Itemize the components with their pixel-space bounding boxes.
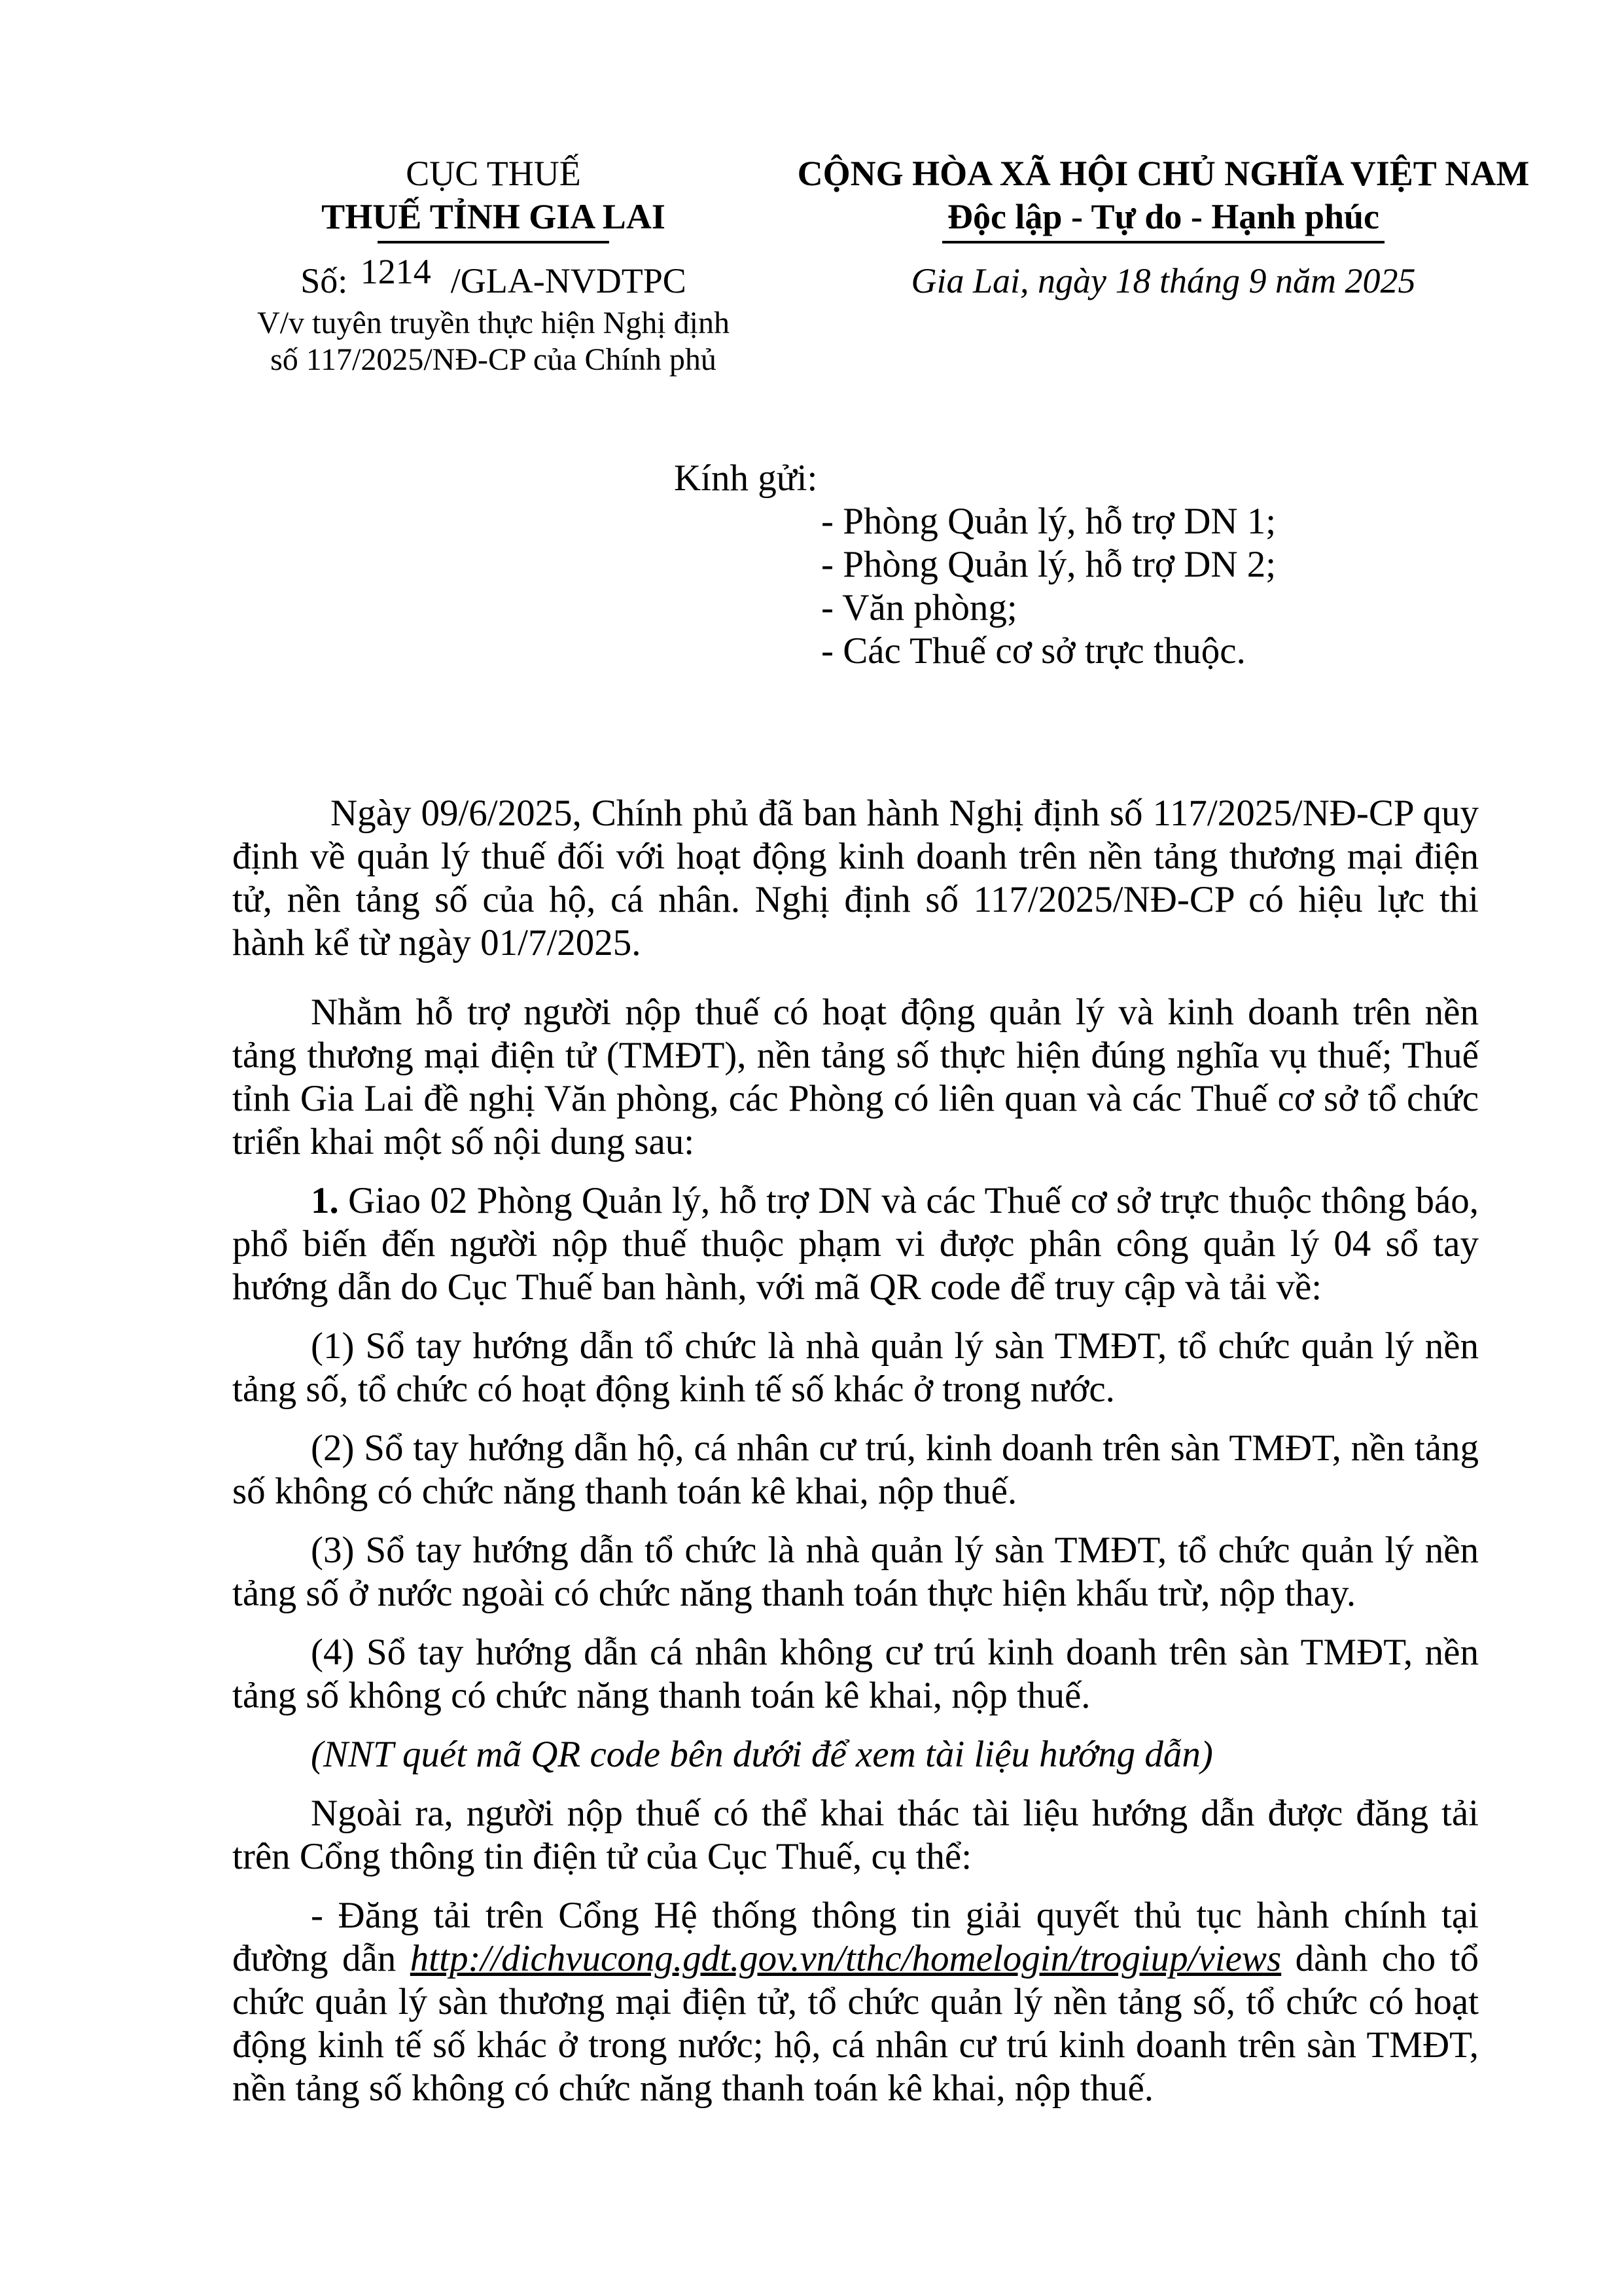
paragraph-2 bbox=[232, 991, 1479, 1164]
recipient-item: - Phòng Quản lý, hỗ trợ DN 1; bbox=[821, 501, 1277, 542]
paragraph-1 bbox=[232, 792, 1479, 965]
number-suffix: /GLA-NVDTPC bbox=[450, 261, 686, 300]
section-number: 1. bbox=[311, 1180, 339, 1221]
paragraph-4 bbox=[232, 1792, 1479, 1878]
office-name: THUẾ TỈNH GIA LAI bbox=[321, 197, 665, 236]
item-text: (4) Sổ tay hướng dẫn cá nhân không cư trú kinh doanh trên sàn TMĐT, nền tảng số không có chức năng thanh toán kê khai, nộp thuế. bbox=[232, 1632, 1479, 1716]
recipient-item: - Phòng Quản lý, hỗ trợ DN 2; bbox=[821, 544, 1277, 585]
place-date: Gia Lai, ngày 18 tháng 9 năm 2025 bbox=[911, 261, 1416, 300]
note-text: (NNT quét mã QR code bên dưới để xem tài liệu hướng dẫn) bbox=[311, 1734, 1213, 1775]
document-body bbox=[232, 792, 1479, 2110]
paragraph-text: Ngoài ra, người nộp thuế có thể khai thác tài liệu hướng dẫn được đăng tải trên Cổng thông tin điện tử của Cục Thuế, cụ thể: bbox=[232, 1793, 1479, 1877]
portal-link[interactable]: http://dichvucong.gdt.gov.vn/tthc/homelogin/trogiup/views bbox=[410, 1938, 1282, 1979]
divider bbox=[378, 241, 609, 243]
header-left bbox=[245, 152, 742, 378]
nation-title: CỘNG HÒA XÃ HỘI CHỦ NGHĨA VIỆT NAM bbox=[797, 154, 1530, 193]
paragraph-text: dành cho tổ chức quản lý sàn thương mại điện tử, tổ chức quản lý nền tảng số, tổ chức có hoạt động kinh tế số khác ở trong nước; hộ, cá nhân cư trú kinh doanh trên sàn TMĐT, nền tảng số không có chức năng thanh toán kê khai, nộp thuế. bbox=[232, 1938, 1479, 2109]
recipient-item: - Các Thuế cơ sở trực thuộc. bbox=[821, 630, 1246, 672]
agency-name: CỤC THUẾ bbox=[406, 154, 581, 193]
qr-note bbox=[232, 1733, 1479, 1776]
number-value: 1214 bbox=[360, 252, 431, 291]
recipient-item: - Văn phòng; bbox=[821, 587, 1017, 628]
paragraph-text: Giao 02 Phòng Quản lý, hỗ trợ DN và các Thuế cơ sở trực thuộc thông báo, phổ biến đến người nộp thuế thuộc phạm vi được phân công quản lý 04 sổ tay hướng dẫn do Cục Thuế ban hành, với mã QR code để truy cập và tải về: bbox=[232, 1180, 1479, 1308]
paragraph-3 bbox=[232, 1179, 1479, 1309]
item-text: (3) Sổ tay hướng dẫn tổ chức là nhà quản lý sàn TMĐT, tổ chức quản lý nền tảng số ở nước ngoài có chức năng thanh toán thực hiện khấu trừ, nộp thay. bbox=[232, 1530, 1479, 1614]
paragraph-text: - Đăng tải trên Cổng Hệ thống thông tin giải quyết thủ tục hành chính tại đường dẫn bbox=[232, 1895, 1479, 1979]
handbook-item-2 bbox=[232, 1427, 1479, 1513]
header-right bbox=[738, 152, 1589, 302]
number-label: Số: bbox=[300, 261, 348, 300]
recipients-list bbox=[821, 500, 1276, 673]
item-text: (1) Sổ tay hướng dẫn tổ chức là nhà quản lý sàn TMĐT, tổ chức quản lý nền tảng số, tổ chức có hoạt động kinh tế số khác ở trong nước. bbox=[232, 1325, 1479, 1410]
subject-line-2: số 117/2025/NĐ-CP của Chính phủ bbox=[270, 342, 716, 377]
paragraph-5 bbox=[232, 1894, 1479, 2110]
motto: Độc lập - Tự do - Hạnh phúc bbox=[947, 197, 1380, 236]
recipients-label: Kính gửi: bbox=[674, 457, 818, 499]
paragraph-text: Nhằm hỗ trợ người nộp thuế có hoạt động quản lý và kinh doanh trên nền tảng thương mại điện tử (TMĐT), nền tảng số thực hiện đúng nghĩa vụ thuế; Thuế tỉnh Gia Lai đề nghị Văn phòng, các Phòng có liên quan và các Thuế cơ sở tổ chức triển khai một số nội dung sau: bbox=[232, 992, 1479, 1162]
paragraph-text: Ngày 09/6/2025, Chính phủ đã ban hành Nghị định số 117/2025/NĐ-CP quy định về quản lý thuế đối với hoạt động kinh doanh trên nền tảng thương mại điện tử, nền tảng số của hộ, cá nhân. Nghị định số 117/2025/NĐ-CP có hiệu lực thi hành kể từ ngày 01/7/2025. bbox=[232, 793, 1479, 963]
handbook-item-4 bbox=[232, 1631, 1479, 1717]
item-text: (2) Sổ tay hướng dẫn hộ, cá nhân cư trú, kinh doanh trên sàn TMĐT, nền tảng số không có chức năng thanh toán kê khai, nộp thuế. bbox=[232, 1427, 1479, 1512]
subject-line-1: V/v tuyên truyền thực hiện Nghị định bbox=[257, 306, 730, 340]
handbook-item-1 bbox=[232, 1325, 1479, 1411]
handbook-item-3 bbox=[232, 1529, 1479, 1615]
divider bbox=[942, 241, 1385, 243]
document-number bbox=[245, 252, 742, 302]
